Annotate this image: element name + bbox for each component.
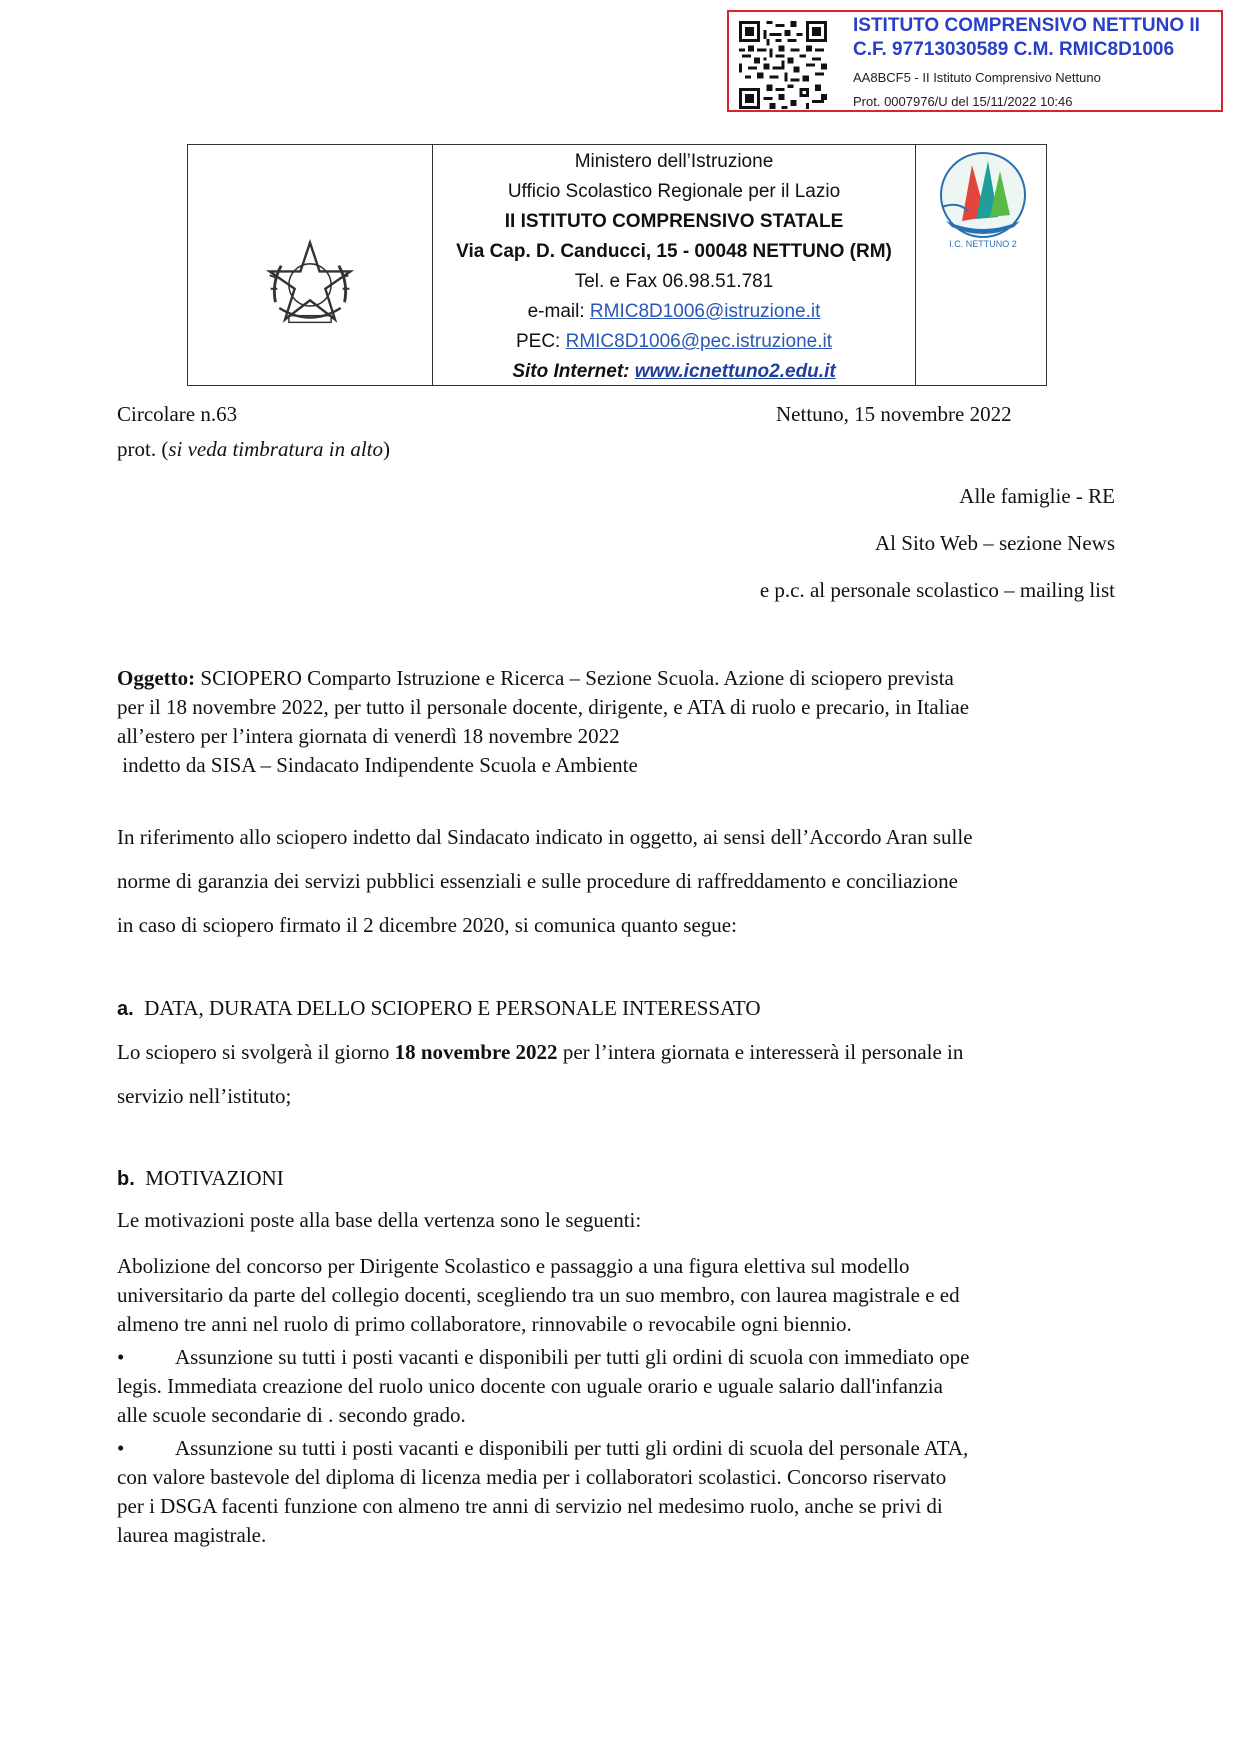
- subject: [117, 664, 1117, 780]
- intro-line: In riferimento allo sciopero indetto dal Sindacato indicato in oggetto, ai sensi dell’Accordo Aran sulle: [117, 825, 973, 849]
- recipient-staff: e p.c. al personale scolastico – mailing list: [759, 578, 1115, 602]
- protocol-suffix: ): [383, 437, 390, 461]
- section-a-text-before: Lo sciopero si svolgerà il giorno: [117, 1040, 395, 1064]
- bullet-line: con valore bastevole del diploma di licenza media per i collaboratori scolastici. Concorso riservato: [117, 1465, 947, 1489]
- recipient-website: Al Sito Web – sezione News: [875, 531, 1115, 555]
- site-line: [434, 357, 914, 387]
- letterhead-text: [434, 147, 914, 387]
- section-a-text-after: per l’intera giornata e interesserà il personale in: [557, 1040, 964, 1064]
- republic-emblem: [262, 235, 358, 331]
- email-line: [434, 297, 914, 327]
- school-logo: [928, 147, 1038, 252]
- bullet-line: legis. Immediata creazione del ruolo unico docente con uguale orario e uguale salario dall'infanzia: [117, 1374, 943, 1398]
- school-logo-text: I.C. NETTUNO 2: [949, 239, 1017, 249]
- pec-line: [434, 327, 914, 357]
- bullet-line: per i DSGA facenti funzione con almeno tre anni di servizio nel medesimo ruolo, anche se privi di: [117, 1494, 943, 1518]
- email-link[interactable]: RMIC8D1006@istruzione.it: [589, 301, 821, 322]
- school-name: II ISTITUTO COMPRENSIVO STATALE: [504, 211, 844, 232]
- qr-code: [739, 21, 827, 109]
- protocol-prefix: prot. (: [117, 437, 169, 461]
- recipient-families: Alle famiglie - RE: [959, 484, 1115, 508]
- subject-label: Oggetto:: [117, 666, 196, 690]
- subject-line: all’estero per l’intera giornata di venerdì 18 novembre 2022: [117, 724, 620, 748]
- letterhead-divider: [915, 145, 916, 385]
- letterhead: [187, 144, 1047, 386]
- section-a-title: DATA, DURATA DELLO SCIOPERO E PERSONALE INTERESSATO: [144, 996, 761, 1020]
- school-phone: Tel. e Fax 06.98.51.781: [574, 271, 774, 292]
- ministry-name: Ministero dell’Istruzione: [574, 151, 774, 172]
- bullet-mark: •: [117, 1345, 125, 1369]
- stamp-codes: C.F. 97713030589 C.M. RMIC8D1006: [853, 39, 1175, 60]
- motivation-paragraph: [117, 1252, 1117, 1339]
- email-label: e-mail:: [527, 301, 590, 322]
- section-b-intro: Le motivazioni poste alla base della vertenza sono le seguenti:: [117, 1208, 642, 1232]
- bullet-line: Assunzione su tutti i posti vacanti e disponibili per tutti gli ordini di scuola con immediato ope: [175, 1345, 970, 1369]
- motivation-bullet: [117, 1343, 1117, 1430]
- bullet-line: alle scuole secondarie di . secondo grado.: [117, 1403, 466, 1427]
- letterhead-divider: [432, 145, 433, 385]
- section-b-heading: [117, 1166, 284, 1191]
- subject-line: SCIOPERO Comparto Istruzione e Ricerca – Sezione Scuola. Azione di sciopero prevista: [195, 666, 954, 690]
- intro-paragraph: [117, 815, 1117, 947]
- subject-line: per il 18 novembre 2022, per tutto il personale docente, dirigente, e ATA di ruolo e precario, in Italiae: [117, 695, 970, 719]
- pec-link[interactable]: RMIC8D1006@pec.istruzione.it: [565, 331, 833, 352]
- bullet-line: laurea magistrale.: [117, 1523, 267, 1547]
- intro-line: in caso di sciopero firmato il 2 dicembre 2020, si comunica quanto segue:: [117, 913, 737, 937]
- protocol-note: [117, 437, 390, 462]
- school-address: Via Cap. D. Canducci, 15 - 00048 NETTUNO (RM): [456, 241, 892, 262]
- motivation-line: Abolizione del concorso per Dirigente Scolastico e passaggio a una figura elettiva sul modello: [117, 1254, 910, 1278]
- subject-line: indetto da SISA – Sindacato Indipendente Scuola e Ambiente: [117, 753, 638, 777]
- pec-label: PEC:: [515, 331, 566, 352]
- section-a-letter: a.: [117, 998, 134, 1020]
- motivation-line: universitario da parte del collegio docenti, scegliendo tra un suo membro, con laurea magistrale e ed: [117, 1283, 960, 1307]
- place-date: Nettuno, 15 novembre 2022: [776, 402, 1012, 426]
- stamp-protocol: Prot. 0007976/U del 15/11/2022 10:46: [853, 94, 1073, 109]
- intro-line: norme di garanzia dei servizi pubblici essenziali e sulle procedure di raffreddamento e conciliazione: [117, 869, 959, 893]
- section-b-title: MOTIVAZIONI: [145, 1166, 284, 1190]
- circular-number: Circolare n.63: [117, 402, 238, 426]
- section-a-heading: [117, 996, 761, 1021]
- section-a-text: [117, 1030, 1117, 1118]
- section-b-letter: b.: [117, 1168, 135, 1190]
- regional-office: Ufficio Scolastico Regionale per il Lazio: [507, 181, 841, 202]
- bullet-mark: •: [117, 1436, 125, 1460]
- strike-date: 18 novembre 2022: [394, 1040, 558, 1064]
- stamp-school-name: ISTITUTO COMPRENSIVO NETTUNO II: [853, 15, 1200, 36]
- section-a-line: servizio nell’istituto;: [117, 1084, 292, 1108]
- motivation-bullet: [117, 1434, 1117, 1550]
- protocol-stamp: [727, 10, 1223, 112]
- stamp-registry: AA8BCF5 - II Istituto Comprensivo Nettuno: [853, 70, 1101, 85]
- motivation-line: almeno tre anni nel ruolo di primo collaboratore, rinnovabile o revocabile ogni biennio.: [117, 1312, 852, 1336]
- site-link[interactable]: www.icnettuno2.edu.it: [634, 361, 836, 382]
- protocol-italic: si veda timbratura in alto: [168, 437, 383, 461]
- site-label: Sito Internet:: [512, 361, 635, 382]
- bullet-line: Assunzione su tutti i posti vacanti e disponibili per tutti gli ordini di scuola del personale ATA,: [175, 1436, 969, 1460]
